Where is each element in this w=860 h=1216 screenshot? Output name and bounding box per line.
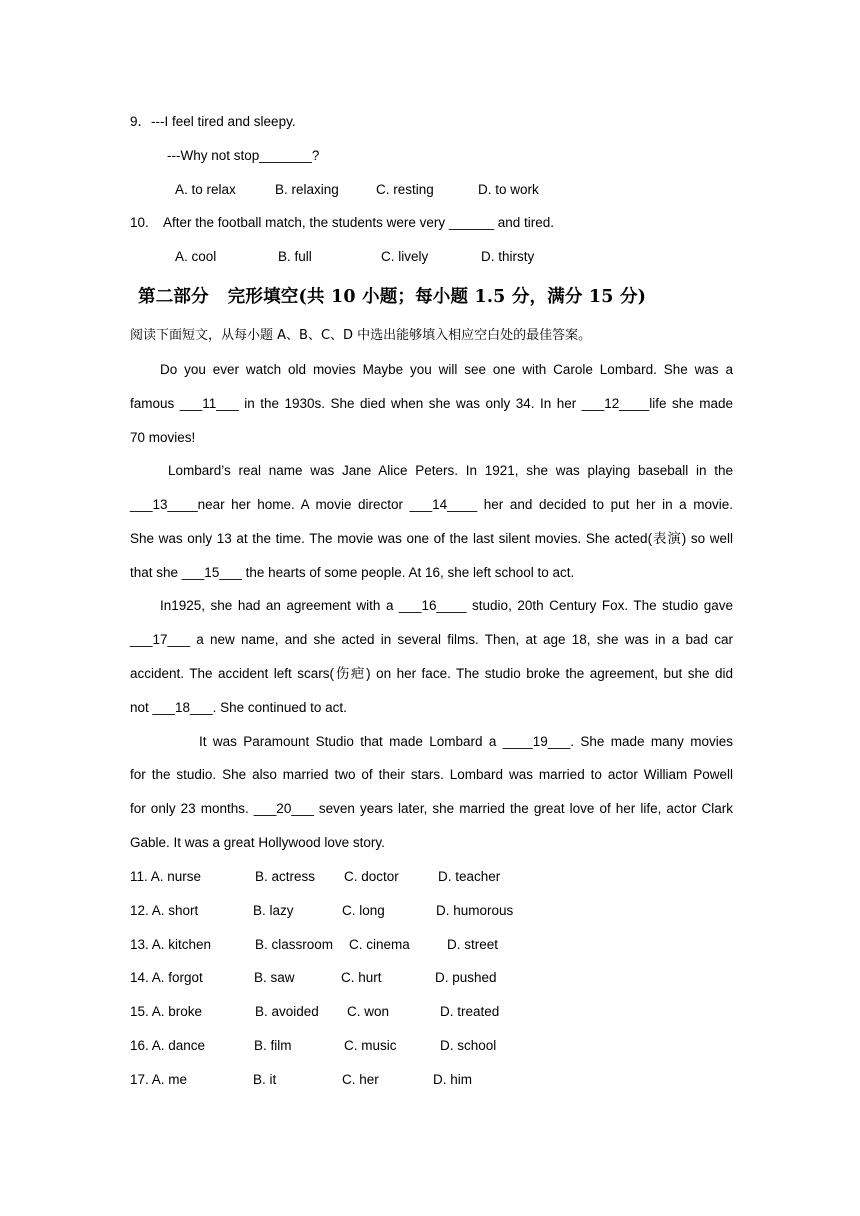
question-15-option-a: 15. A. broke [130, 1004, 203, 1019]
question-13-option-b: B. classroom [255, 937, 334, 952]
question-16-option-a: 16. A. dance [130, 1038, 206, 1053]
passage-line: Gable. It was a great Hollywood love story. [130, 835, 385, 850]
question-13-option-c: C. cinema [349, 937, 410, 952]
question-11-option-b: B. actress [255, 869, 316, 884]
question-10-option-c: C. lively [381, 249, 429, 264]
question-9-option-b: B. relaxing [275, 182, 339, 197]
question-13-option-a: 13. A. kitchen [130, 937, 212, 952]
question-9-stem: 9．---I feel tired and sleepy. [130, 114, 296, 129]
question-17-option-a: 17. A. me [130, 1072, 188, 1087]
question-11-option-d: D. teacher [438, 869, 501, 884]
question-17-option-c: C. her [342, 1072, 379, 1087]
question-17-option-b: B. it [253, 1072, 277, 1087]
passage-line: ___17___ a new name, and she acted in several films. Then, at age 18, she was in a bad car [130, 632, 733, 647]
question-9-response: ---Why not stop_______? [167, 148, 320, 163]
passage-line: not ___18___. She continued to act. [130, 700, 347, 715]
question-9-option-a: A. to relax [175, 182, 236, 197]
question-9-option-c: C. resting [376, 182, 434, 197]
question-15-option-d: D. treated [440, 1004, 500, 1019]
question-9-option-d: D. to work [478, 182, 539, 197]
question-13-option-d: D. street [447, 937, 499, 952]
question-12-option-d: D. humorous [436, 903, 514, 918]
passage-line: famous ___11___ in the 1930s. She died when she was only 34. In her ___12____life she made [130, 396, 733, 411]
passage-line: ___13____near her home. A movie director ___14____ her and decided to put her in a movie. [130, 497, 733, 512]
passage-line: It was Paramount Studio that made Lombard a ____19___. She made many movies [199, 734, 733, 749]
question-14-option-d: D. pushed [435, 970, 497, 985]
question-10-stem: 10. After the football match, the students were very ______ and tired. [130, 215, 555, 230]
question-14-option-c: C. hurt [341, 970, 382, 985]
question-10-option-a: A. cool [175, 249, 217, 264]
passage-line: for the studio. She also married two of their stars. Lombard was married to actor William Powell [130, 767, 733, 782]
question-16-option-d: D. school [440, 1038, 497, 1053]
passage-line: Do you ever watch old movies Maybe you will see one with Carole Lombard. She was a [160, 362, 733, 377]
question-12-option-a: 12. A. short [130, 903, 199, 918]
question-15-option-c: C. won [347, 1004, 390, 1019]
passage-line: She was only 13 at the time. The movie was one of the last silent movies. She acted(表演) so well [130, 531, 733, 546]
question-10-option-d: D. thirsty [481, 249, 535, 264]
passage-line: accident. The accident left scars(伤疤) on her face. The studio broke the agreement, but she did [130, 666, 733, 681]
question-15-option-b: B. avoided [255, 1004, 319, 1019]
question-16-option-c: C. music [344, 1038, 397, 1053]
question-11-option-a: 11. A. nurse [130, 869, 202, 884]
question-14-option-b: B. saw [254, 970, 295, 985]
question-11-option-c: C. doctor [344, 869, 399, 884]
question-17-option-d: D. him [433, 1072, 473, 1087]
question-12-option-b: B. lazy [253, 903, 294, 918]
question-16-option-b: B. film [254, 1038, 292, 1053]
section-instruction: 阅读下面短文，从每小题 A、B、C、D 中选出能够填入相应空白处的最佳答案。 [130, 328, 592, 343]
question-12-option-c: C. long [342, 903, 385, 918]
section-heading: 第二部分 完形填空(共 10 小题；每小题 1.5 分，满分 15 分) [138, 287, 647, 307]
passage-line: 70 movies! [130, 430, 196, 445]
question-14-option-a: 14. A. forgot [130, 970, 203, 985]
passage-line: that she ___15___ the hearts of some people. At 16, she left school to act. [130, 565, 575, 580]
passage-line: Lombard’s real name was Jane Alice Peters. In 1921, she was playing baseball in the [168, 463, 733, 478]
question-10-option-b: B. full [278, 249, 312, 264]
passage-line: In1925, she had an agreement with a ___16____ studio, 20th Century Fox. The studio gave [160, 598, 733, 613]
passage-line: for only 23 months. ___20___ seven years later, she married the great love of her life, actor Clark [130, 801, 733, 816]
